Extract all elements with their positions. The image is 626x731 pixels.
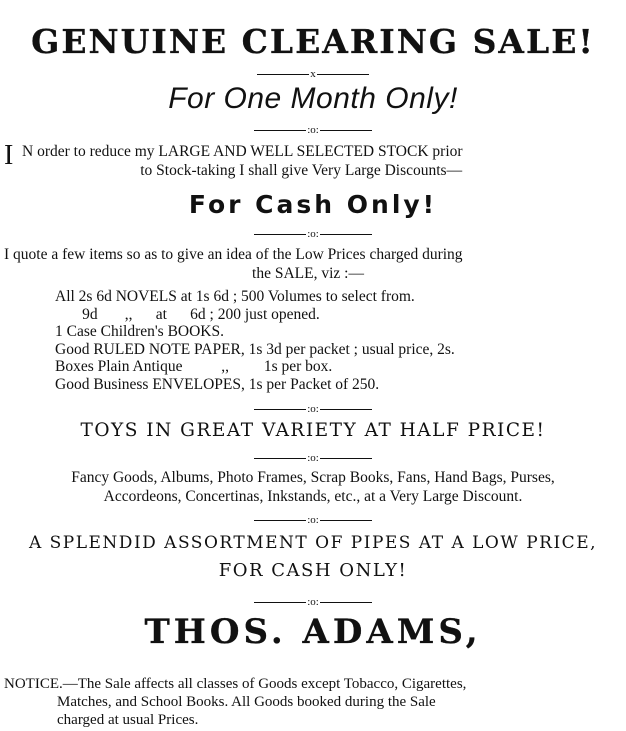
notice-paragraph — [0, 675, 626, 729]
divider-x — [0, 68, 626, 80]
quote-paragraph — [0, 245, 626, 283]
intro-line-1: N order to reduce my LARGE AND WELL SELECTED STOCK prior — [22, 143, 463, 160]
notice-line-1: NOTICE.—The Sale affects all classes of Goods except Tobacco, Cigarettes, — [4, 676, 467, 692]
fancy-line-2: Accordeons, Concertinas, Inkstands, etc., at a Very Large Discount. — [103, 488, 523, 505]
list-item: Good Business ENVELOPES, 1s per Packet of 250. — [55, 375, 380, 393]
divider-1 — [0, 124, 626, 136]
divider-5 — [0, 514, 626, 526]
divider-mark: :o: — [307, 124, 319, 136]
divider-mark: :o: — [307, 452, 319, 464]
subtitle-one-month: For One Month Only! — [168, 82, 458, 115]
list-item: Boxes Plain Antique ,, 1s per box. — [55, 358, 333, 375]
notice-line-2: Matches, and School Books. All Goods booked during the Sale — [57, 694, 436, 710]
divider-3 — [0, 403, 626, 415]
cash-heading: For Cash Only! — [188, 190, 438, 219]
divider-mark: :o: — [307, 596, 319, 608]
price-list — [55, 288, 455, 393]
toys-heading: TOYS IN GREAT VARIETY AT HALF PRICE! — [80, 420, 546, 441]
quote-line-1: I quote a few items so as to give an idea of the Low Prices charged during — [4, 246, 463, 263]
list-item: All 2s 6d NOVELS at 1s 6d ; 500 Volumes to select from. — [55, 288, 415, 305]
divider-2 — [0, 228, 626, 240]
fancy-goods-paragraph — [0, 468, 626, 506]
pipes-heading: A SPLENDID ASSORTMENT OF PIPES AT A LOW PRICE, — [28, 533, 598, 553]
list-item: 9d ,, at 6d ; 200 just opened. — [55, 305, 320, 323]
divider-6 — [0, 596, 626, 608]
divider-mark: x — [310, 68, 316, 80]
merchant-name: THOS. ADAMS, — [144, 612, 482, 652]
list-item: 1 Case Children's BOOKS. — [55, 323, 224, 340]
list-item: Good RULED NOTE PAPER, 1s 3d per packet ; usual price, 2s. — [55, 340, 455, 358]
divider-mark: :o: — [307, 228, 319, 240]
intro-paragraph — [0, 142, 626, 180]
intro-line-2: to Stock-taking I shall give Very Large Discounts— — [140, 162, 463, 179]
divider-mark: :o: — [307, 403, 319, 415]
notice-line-3: charged at usual Prices. — [57, 712, 199, 728]
pipes-cash-only: FOR CASH ONLY! — [218, 560, 408, 581]
fancy-line-1: Fancy Goods, Albums, Photo Frames, Scrap Books, Fans, Hand Bags, Purses, — [71, 469, 555, 486]
divider-mark: :o: — [307, 514, 319, 526]
sale-title: GENUINE CLEARING SALE! — [31, 22, 595, 61]
drop-cap: I — [4, 140, 14, 171]
divider-4 — [0, 452, 626, 464]
quote-line-2: the SALE, viz :— — [252, 265, 364, 282]
